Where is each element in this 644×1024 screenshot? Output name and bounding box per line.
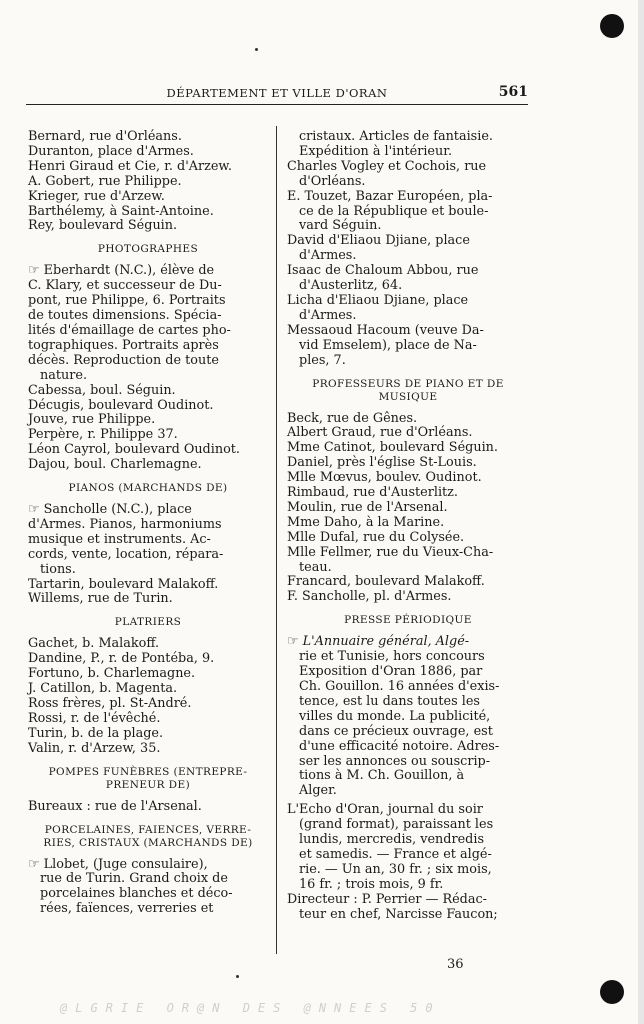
list-item: Barthélemy, à Saint-Antoine. <box>28 203 214 219</box>
section-heading-pompes-funebres: POMPES FUNÈBRES (ENTREPRE- PRENEUR DE) <box>48 765 248 791</box>
list-item: Charles Vogley et Cochois, rue <box>287 158 487 174</box>
entry-line: d'une efficacité notoire. Adres- <box>299 738 500 754</box>
entry-line: d'Armes. <box>299 307 357 323</box>
list-item: Rey, boulevard Séguin. <box>28 218 178 234</box>
list-item: Gachet, b. Malakoff. <box>28 636 160 652</box>
column-divider <box>276 126 277 954</box>
list-item: Turin, b. de la plage. <box>28 725 164 741</box>
entry-line: nature. <box>40 367 88 383</box>
section-heading-photographes: PHOTOGRAPHES <box>97 243 199 256</box>
entry-line: Ch. Gouillon. 16 années d'exis- <box>299 679 500 694</box>
punch-hole <box>600 14 624 38</box>
speck <box>236 975 239 978</box>
entry-line: ples, 7. <box>299 352 346 368</box>
list-item: Dajou, boul. Charlemagne. <box>28 457 202 473</box>
featured-entry: ☞ Sancholle (N.C.), place <box>28 502 192 518</box>
right-column <box>287 130 529 923</box>
list-item: Mlle Dufal, rue du Colysée. <box>287 529 465 545</box>
left-column <box>28 130 268 917</box>
list-item: Mlle Fellmer, rue du Vieux-Cha- <box>287 544 494 560</box>
list-item: Valin, r. d'Arzew, 35. <box>28 740 161 756</box>
list-item: Tartarin, boulevard Malakoff. <box>28 576 219 592</box>
list-item: Moulin, rue de l'Arsenal. <box>287 499 448 515</box>
entry-line: porcelaines blanches et déco- <box>40 886 233 902</box>
list-item: Duranton, place d'Armes. <box>28 143 194 159</box>
list-item: Cabessa, boul. Séguin. <box>28 382 176 398</box>
entry-line: Exposition d'Oran 1886, par <box>299 664 483 680</box>
entry-line: lundis, mercredis, vendredis <box>299 832 485 848</box>
entry-line: d'Armes. <box>299 248 357 264</box>
list-item: Ross frères, pl. St-André. <box>28 696 192 711</box>
entry-line: lités d'émaillage de cartes pho- <box>28 322 231 338</box>
list-item: Licha d'Eliaou Djiane, place <box>287 292 469 308</box>
list-item: Jouve, rue Philippe. <box>28 412 156 428</box>
list-item: Daniel, près l'église St-Louis. <box>287 455 477 471</box>
watermark: @LGRIE OR@N DES @NNEES 50 <box>60 1001 441 1015</box>
list-item: Mme Catinot, boulevard Séguin. <box>287 440 498 456</box>
list-item: Albert Graud, rue d'Orléans. <box>287 425 473 441</box>
list-item: Mme Daho, à la Marine. <box>287 514 445 530</box>
entry-line: cristaux. Articles de fantaisie. <box>299 129 493 144</box>
entry-line: et samedis. — France et algé- <box>299 846 492 862</box>
list-item: E. Touzet, Bazar Européen, pla- <box>287 188 493 204</box>
entry-line: vard Séguin. <box>299 218 382 234</box>
entry-line: d'Austerlitz, 64. <box>299 278 403 294</box>
pointing-hand-icon: ☞ <box>28 502 40 518</box>
pointing-hand-icon: ☞ <box>287 634 299 650</box>
entry-line: Alger. <box>299 783 337 799</box>
featured-entry: ☞ Llobet, (Juge consulaire), <box>28 856 208 872</box>
pointing-hand-icon: ☞ <box>28 263 40 279</box>
punch-hole <box>600 980 624 1004</box>
list-item: Francard, boulevard Malakoff. <box>287 574 485 590</box>
featured-entry: ☞ L'Annuaire général, Algé- <box>287 634 470 650</box>
list-item: Rimbaud, rue d'Austerlitz. <box>287 485 458 501</box>
entry-line: C. Klary, et successeur de Du- <box>28 278 222 294</box>
entry-line: teau. <box>299 559 332 575</box>
entry-line: d'Armes. Pianos, harmoniums <box>28 516 222 532</box>
signature-number: 36 <box>447 957 464 972</box>
entry-line: villes du monde. La publicité, <box>299 708 491 724</box>
entry-line: rue de Turin. Grand choix de <box>40 871 228 887</box>
entry-line: rie. — Un an, 30 fr. ; six mois, <box>299 861 492 877</box>
section-heading-professeurs: PROFESSEURS DE PIANO ET DE MUSIQUE <box>312 377 504 403</box>
entry-line: dans ce précieux ouvrage, est <box>299 723 493 739</box>
list-item: Bernard, rue d'Orléans. <box>28 129 182 144</box>
section-heading-porcelaines: PORCELAINES, FAIENCES, VERRE- RIES, CRISTAUX (MARCHANDS DE) <box>43 823 253 849</box>
page-edge <box>638 0 644 1024</box>
section-heading-pianos: PIANOS (MARCHANDS DE) <box>68 482 228 495</box>
entry-line: musique et instruments. Ac- <box>28 531 211 547</box>
list-item: Bureaux : rue de l'Arsenal. <box>28 798 202 814</box>
list-item: J. Catillon, b. Magenta. <box>28 681 178 697</box>
list-item: Dandine, P., r. de Pontéba, 9. <box>28 651 215 667</box>
list-item: Fortuno, b. Charlemagne. <box>28 666 196 682</box>
list-item: Léon Cayrol, boulevard Oudinot. <box>28 442 240 458</box>
list-item: Willems, rue de Turin. <box>28 591 173 607</box>
entry-line: ser les annonces ou souscrip- <box>299 753 491 769</box>
entry-line: rées, faïences, verreries et <box>40 901 214 917</box>
entry-line: décès. Reproduction de toute <box>28 352 219 368</box>
list-item: Directeur : P. Perrier — Rédac- <box>287 891 487 907</box>
entry-line: tions à M. Ch. Gouillon, à <box>299 768 465 784</box>
entry-line: cords, vente, location, répara- <box>28 546 224 562</box>
entry-line: ce de la République et boule- <box>299 203 489 219</box>
entry-line: (grand format), paraissant les <box>299 817 494 833</box>
list-item: David d'Eliaou Djiane, place <box>287 233 470 249</box>
entry-line: tographiques. Portraits après <box>28 337 219 353</box>
page-title: DÉPARTEMENT ET VILLE D'ORAN <box>166 86 388 100</box>
list-item: Rossi, r. de l'évêché. <box>28 710 161 726</box>
section-heading-presse: PRESSE PÉRIODIQUE <box>344 614 472 627</box>
pointing-hand-icon: ☞ <box>28 856 40 872</box>
entry-line: rie et Tunisie, hors concours <box>299 649 485 665</box>
list-item: Décugis, boulevard Oudinot. <box>28 397 214 413</box>
entry-line: pont, rue Philippe, 6. Portraits <box>28 293 226 309</box>
list-item: Messaoud Hacoum (veuve Da- <box>287 322 484 338</box>
list-item: Perpère, r. Philippe 37. <box>28 427 178 443</box>
entry-line: tions. <box>40 561 76 577</box>
entry-line: tence, est lu dans toutes les <box>299 693 480 709</box>
list-item: Beck, rue de Gênes. <box>287 410 418 426</box>
list-item: Krieger, rue d'Arzew. <box>28 188 165 204</box>
list-item: Mlle Mœvus, boulev. Oudinot. <box>287 470 482 486</box>
list-item: F. Sancholle, pl. d'Armes. <box>287 589 452 605</box>
list-item: A. Gobert, rue Philippe. <box>28 173 182 189</box>
entry-line: 16 fr. ; trois mois, 9 fr. <box>299 876 444 892</box>
entry-line: Expédition à l'intérieur. <box>299 143 453 159</box>
running-header <box>26 84 528 105</box>
entry-line: d'Orléans. <box>299 173 366 189</box>
entry-line: teur en chef, Narcisse Faucon; <box>299 906 498 922</box>
speck <box>255 48 258 51</box>
list-item: Henri Giraud et Cie, r. d'Arzew. <box>28 158 232 174</box>
section-heading-platriers: PLATRIERS <box>114 616 182 629</box>
page-number: 561 <box>498 84 528 100</box>
entry-line: vid Emselem), place de Na- <box>299 337 477 353</box>
list-item: Isaac de Chaloum Abbou, rue <box>287 263 479 279</box>
list-item: L'Echo d'Oran, journal du soir <box>287 802 483 818</box>
featured-entry: ☞ Eberhardt (N.C.), élève de <box>28 263 215 279</box>
entry-line: de toutes dimensions. Spécia- <box>28 308 222 324</box>
